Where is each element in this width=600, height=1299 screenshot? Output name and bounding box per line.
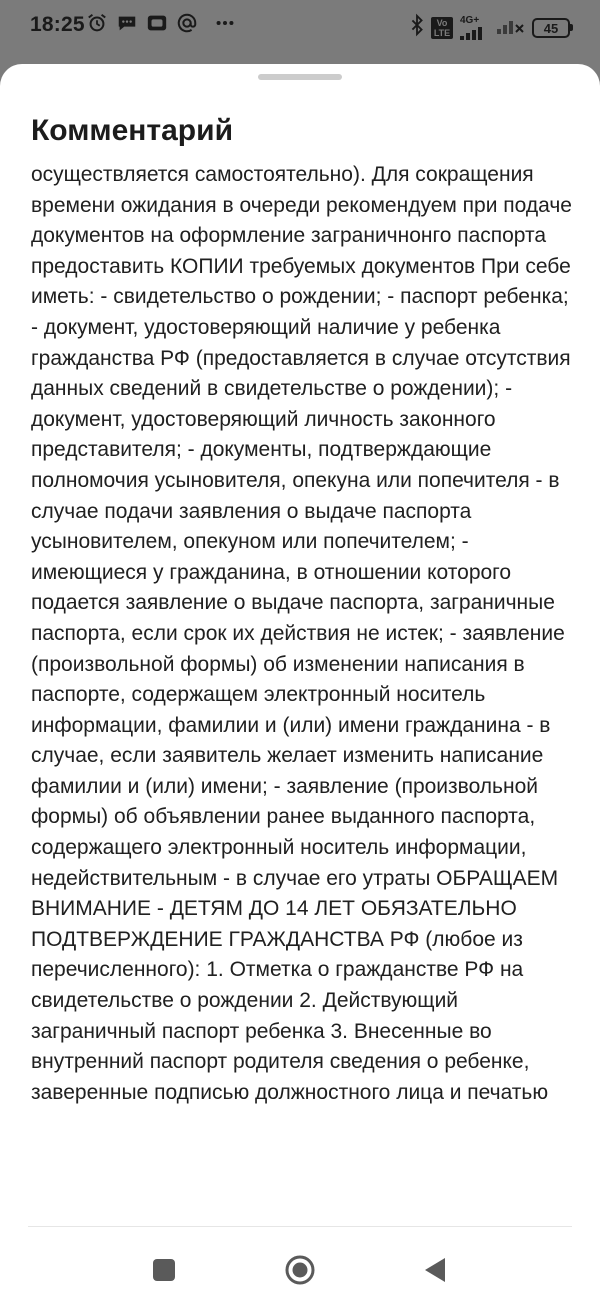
at-sign-icon [176, 12, 198, 34]
back-icon [423, 1257, 447, 1283]
home-button[interactable] [278, 1248, 322, 1292]
comment-scroll-area[interactable] [0, 163, 600, 1216]
status-bar [0, 0, 600, 52]
notification-icons [86, 12, 236, 34]
navigation-bar [0, 1234, 600, 1299]
status-time: 18:25 [30, 13, 85, 36]
comment-text: осуществляется самостоятельно). Для сокращения времени ожидания в очереди рекомендуем при подаче документов на оформление заграничнонго паспорта предоставить КОПИИ требуемых документов При себе иметь: - свидетельство о рождении; - паспорт ребенка; - документ, удостоверяющий наличие у ребенка гражданства РФ (предоставляется в случае отсутствия данных сведений в свидетельстве о рождении); - документ, удостоверяющий личность законного представителя; - документы, подтверждающие полномочия усыновителя, опекуна или попечителя - в случае подачи заявления о выдаче паспорта усыновителем, опекуном или попечителем; - имеющиеся у гражданина, в отношении которого подается заявление о выдаче паспорта, заграничные паспорта, если срок их действия не истек; - заявление (произвольной формы) об изменении написания в паспорте, содержащем электронный носитель информации, фамилии и (или) имени гражданина - в случае, если заявитель желает изменить написание фамилии и (или) имени; - заявление (произвольной формы) об объявлении ранее выданного паспорта, содержащего электронный носитель информации, недействительным - в случае его утраты ОБРАЩАЕМ ВНИМАНИЕ - ДЕТЯМ ДО 14 ЛЕТ ОБЯЗАТЕЛЬНО ПОДТВЕРЖДЕНИЕ ГРАЖДАНСТВА РФ (любое из перечисленного): 1. Отметка о гражданстве РФ на свидетельстве о рождении 2. Действующий заграничный паспорт ребенка 3. Внесенные во внутренний паспорт родителя сведения о ребенке, заверенные подписью должностного лица и печатью [31, 163, 572, 1104]
sheet-title: Комментарий [31, 114, 234, 147]
bluetooth-icon [410, 14, 424, 42]
signal-icon [460, 16, 490, 40]
alarm-icon [86, 12, 108, 34]
battery-icon: 45 [532, 18, 570, 38]
back-button[interactable] [413, 1248, 457, 1292]
recent-apps-icon [152, 1258, 176, 1282]
more-dots-icon [214, 12, 236, 34]
drag-handle[interactable] [258, 74, 342, 80]
network-type: 4G+ [460, 15, 480, 26]
system-icons [410, 14, 570, 42]
cast-icon [146, 12, 168, 34]
divider [28, 1226, 572, 1227]
chat-bubble-icon [116, 12, 138, 34]
home-icon [284, 1254, 316, 1286]
signal-off-icon [497, 15, 525, 41]
volte-badge: Vo LTE [431, 17, 453, 39]
comment-bottom-sheet [0, 64, 600, 1299]
recent-apps-button[interactable] [142, 1248, 186, 1292]
